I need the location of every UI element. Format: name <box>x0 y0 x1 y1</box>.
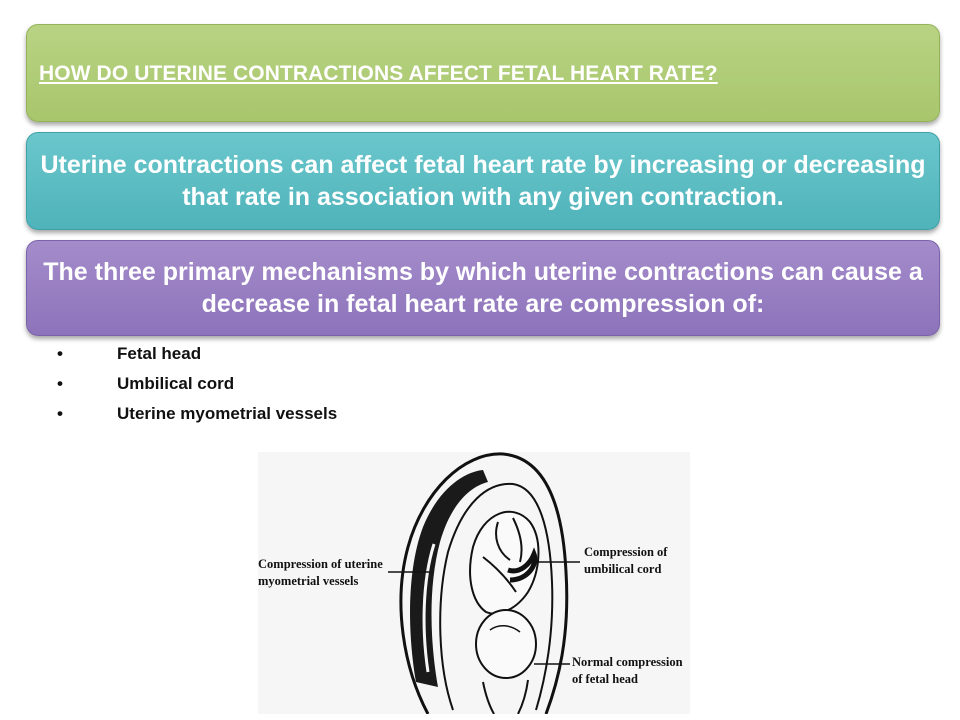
bullet-label: Umbilical cord <box>117 374 235 393</box>
bullet-label: Fetal head <box>117 344 202 363</box>
label-cord: Compression of umbilical cord <box>584 545 668 576</box>
bullet-dot: • <box>57 344 63 363</box>
fetal-head <box>476 610 536 678</box>
bullet-label: Uterine myometrial vessels <box>117 404 338 423</box>
purple-info-box <box>26 240 940 336</box>
purple-box-text: The three primary mechanisms by which uterine contractions can cause a decrease in fetal heart rate are compression of: <box>43 258 923 318</box>
cervix-lines <box>483 680 528 714</box>
teal-box-text: Uterine contractions can affect fetal heart rate by increasing or decreasing that rate in association with any given contraction. <box>40 151 926 211</box>
title-box <box>26 24 940 122</box>
label-head: Normal compression of fetal head <box>572 655 683 686</box>
bullet-dot: • <box>57 374 63 393</box>
slide-title: HOW DO UTERINE CONTRACTIONS AFFECT FETAL HEART RATE? <box>39 62 718 85</box>
fetal-compression-diagram <box>258 452 690 714</box>
teal-info-box <box>26 132 940 230</box>
bullet-dot: • <box>57 404 63 423</box>
label-vessels: Compression of uterine myometrial vessels <box>258 557 383 588</box>
